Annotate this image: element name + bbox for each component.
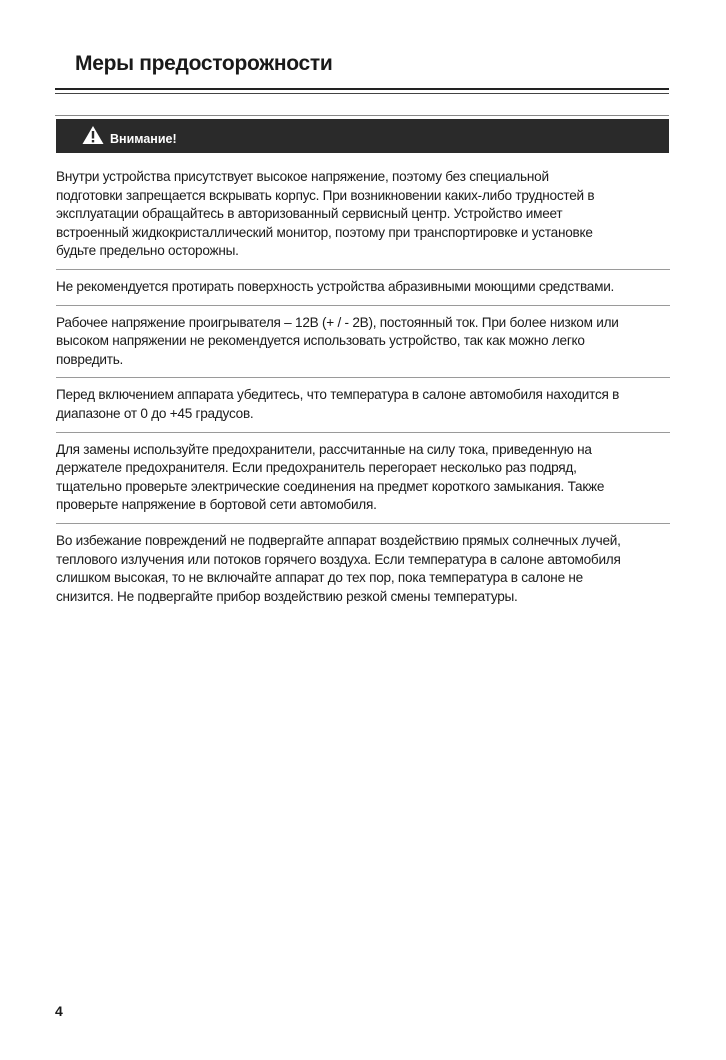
warning-triangle-icon <box>82 125 104 145</box>
page-number: 4 <box>55 1003 63 1019</box>
separator <box>56 523 670 524</box>
separator <box>56 269 670 270</box>
paragraph: Внутри устройства присутствует высокое напряжение, поэтому без специальной подготовки запрещается вскрывать корпус. При возникновении каких-либо трудностей в эксплуатации обращайтесь в авторизованный сервисный центр. Устройство имеет встроенный жидкокристаллический монитор, поэтому при транспортировке и установке будьте предельно осторожны. <box>56 169 595 259</box>
page-title: Меры предосторожности <box>75 52 333 75</box>
section-rule <box>55 115 669 116</box>
paragraph: Перед включением аппарата убедитесь, что температура в салоне автомобиля находится в диапазоне от 0 до +45 градусов. <box>56 387 620 421</box>
title-rule-thin <box>55 93 669 94</box>
warning-label: Внимание! <box>110 131 177 146</box>
warning-banner <box>56 119 669 153</box>
precautions-body <box>56 168 670 606</box>
paragraph: Во избежание повреждений не подвергайте аппарат воздействию прямых солнечных лучей, теплового излучения или потоков горячего воздуха. Если температура в салоне автомобиля слишком высокая, то не включайте аппарат до тех пор, пока температура в салоне не снизится. Не подвергайте прибор воздействию резкой смены температуры. <box>56 532 621 604</box>
paragraph: Не рекомендуется протирать поверхность устройства абразивными моющими средствами. <box>56 278 615 294</box>
paragraph: Рабочее напряжение проигрывателя – 12В (+ / - 2В), постоянный ток. При более низком или высоком напряжении не рекомендуется использовать устройство, так как можно легко повредить. <box>56 314 619 367</box>
title-rule <box>55 88 669 90</box>
separator <box>56 377 670 378</box>
separator <box>56 432 670 433</box>
separator <box>56 305 670 306</box>
paragraph: Для замены используйте предохранители, рассчитанные на силу тока, приведенную на держателе предохранителя. Если предохранитель перегорает несколько раз подряд, тщательно проверьте электрические соединения на предмет короткого замыкания. Также проверьте напряжение в бортовой сети автомобиля. <box>56 441 605 513</box>
